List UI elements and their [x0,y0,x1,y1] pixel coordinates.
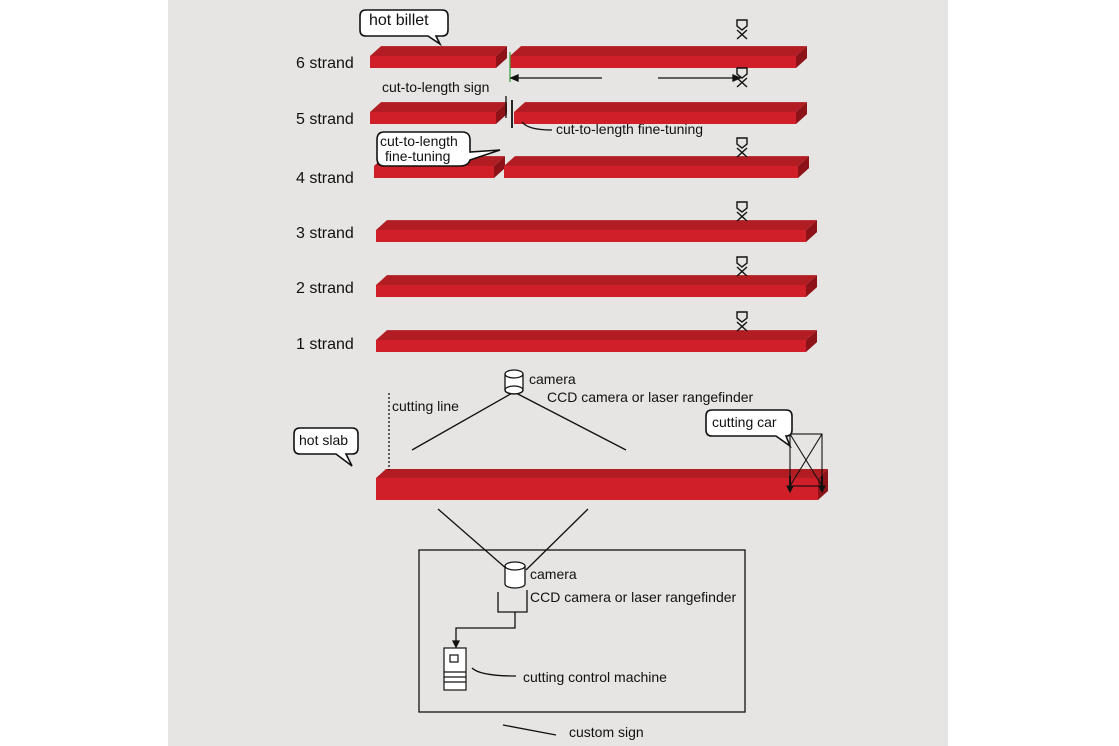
camera-icon [505,562,525,588]
hot-billet-callout: hot billet [369,12,429,29]
billet-strand-6-part-2 [510,46,807,68]
computer-tower-icon [444,648,466,690]
billet-strand-4-part-2 [504,156,809,178]
cutting-line-label: cutting line [392,398,459,414]
strand-label-5: 5 strand [296,111,354,128]
strand-label-3: 3 strand [296,225,354,242]
billet-strand-1-part-1 [376,330,817,352]
strand-label-4: 4 strand [296,170,354,187]
hot-slab-callout: hot slab [299,432,349,448]
hot-slab-bar [376,469,828,500]
camera-icon [505,370,523,394]
camera-label-top: camera [529,371,576,387]
ccd-label-top: CCD camera or laser rangefinder [547,389,754,405]
strand-label-1: 1 strand [296,336,354,353]
billet-strand-3-part-1 [376,220,817,242]
billet-strand-6-part-1 [370,46,507,68]
billet-strand-5-part-1 [370,102,507,124]
fine-tuning-callout-line2: fine-tuning [385,148,451,164]
cutting-car-callout: cutting car [712,414,777,430]
ccd-label-bottom: CCD camera or laser rangefinder [530,589,737,605]
cut-to-length-fine-tuning-label: cut-to-length fine-tuning [556,121,704,137]
billet-strand-2-part-1 [376,275,817,297]
camera-label-bottom: camera [530,566,577,582]
strand-label-2: 2 strand [296,280,354,297]
strand-label-6: 6 strand [296,55,354,72]
cutting-control-machine-label: cutting control machine [523,669,667,685]
custom-sign-label: custom sign [569,724,644,740]
cut-to-length-sign-label: cut-to-length sign [382,79,490,95]
fine-tuning-callout-line1: cut-to-length [380,133,458,149]
